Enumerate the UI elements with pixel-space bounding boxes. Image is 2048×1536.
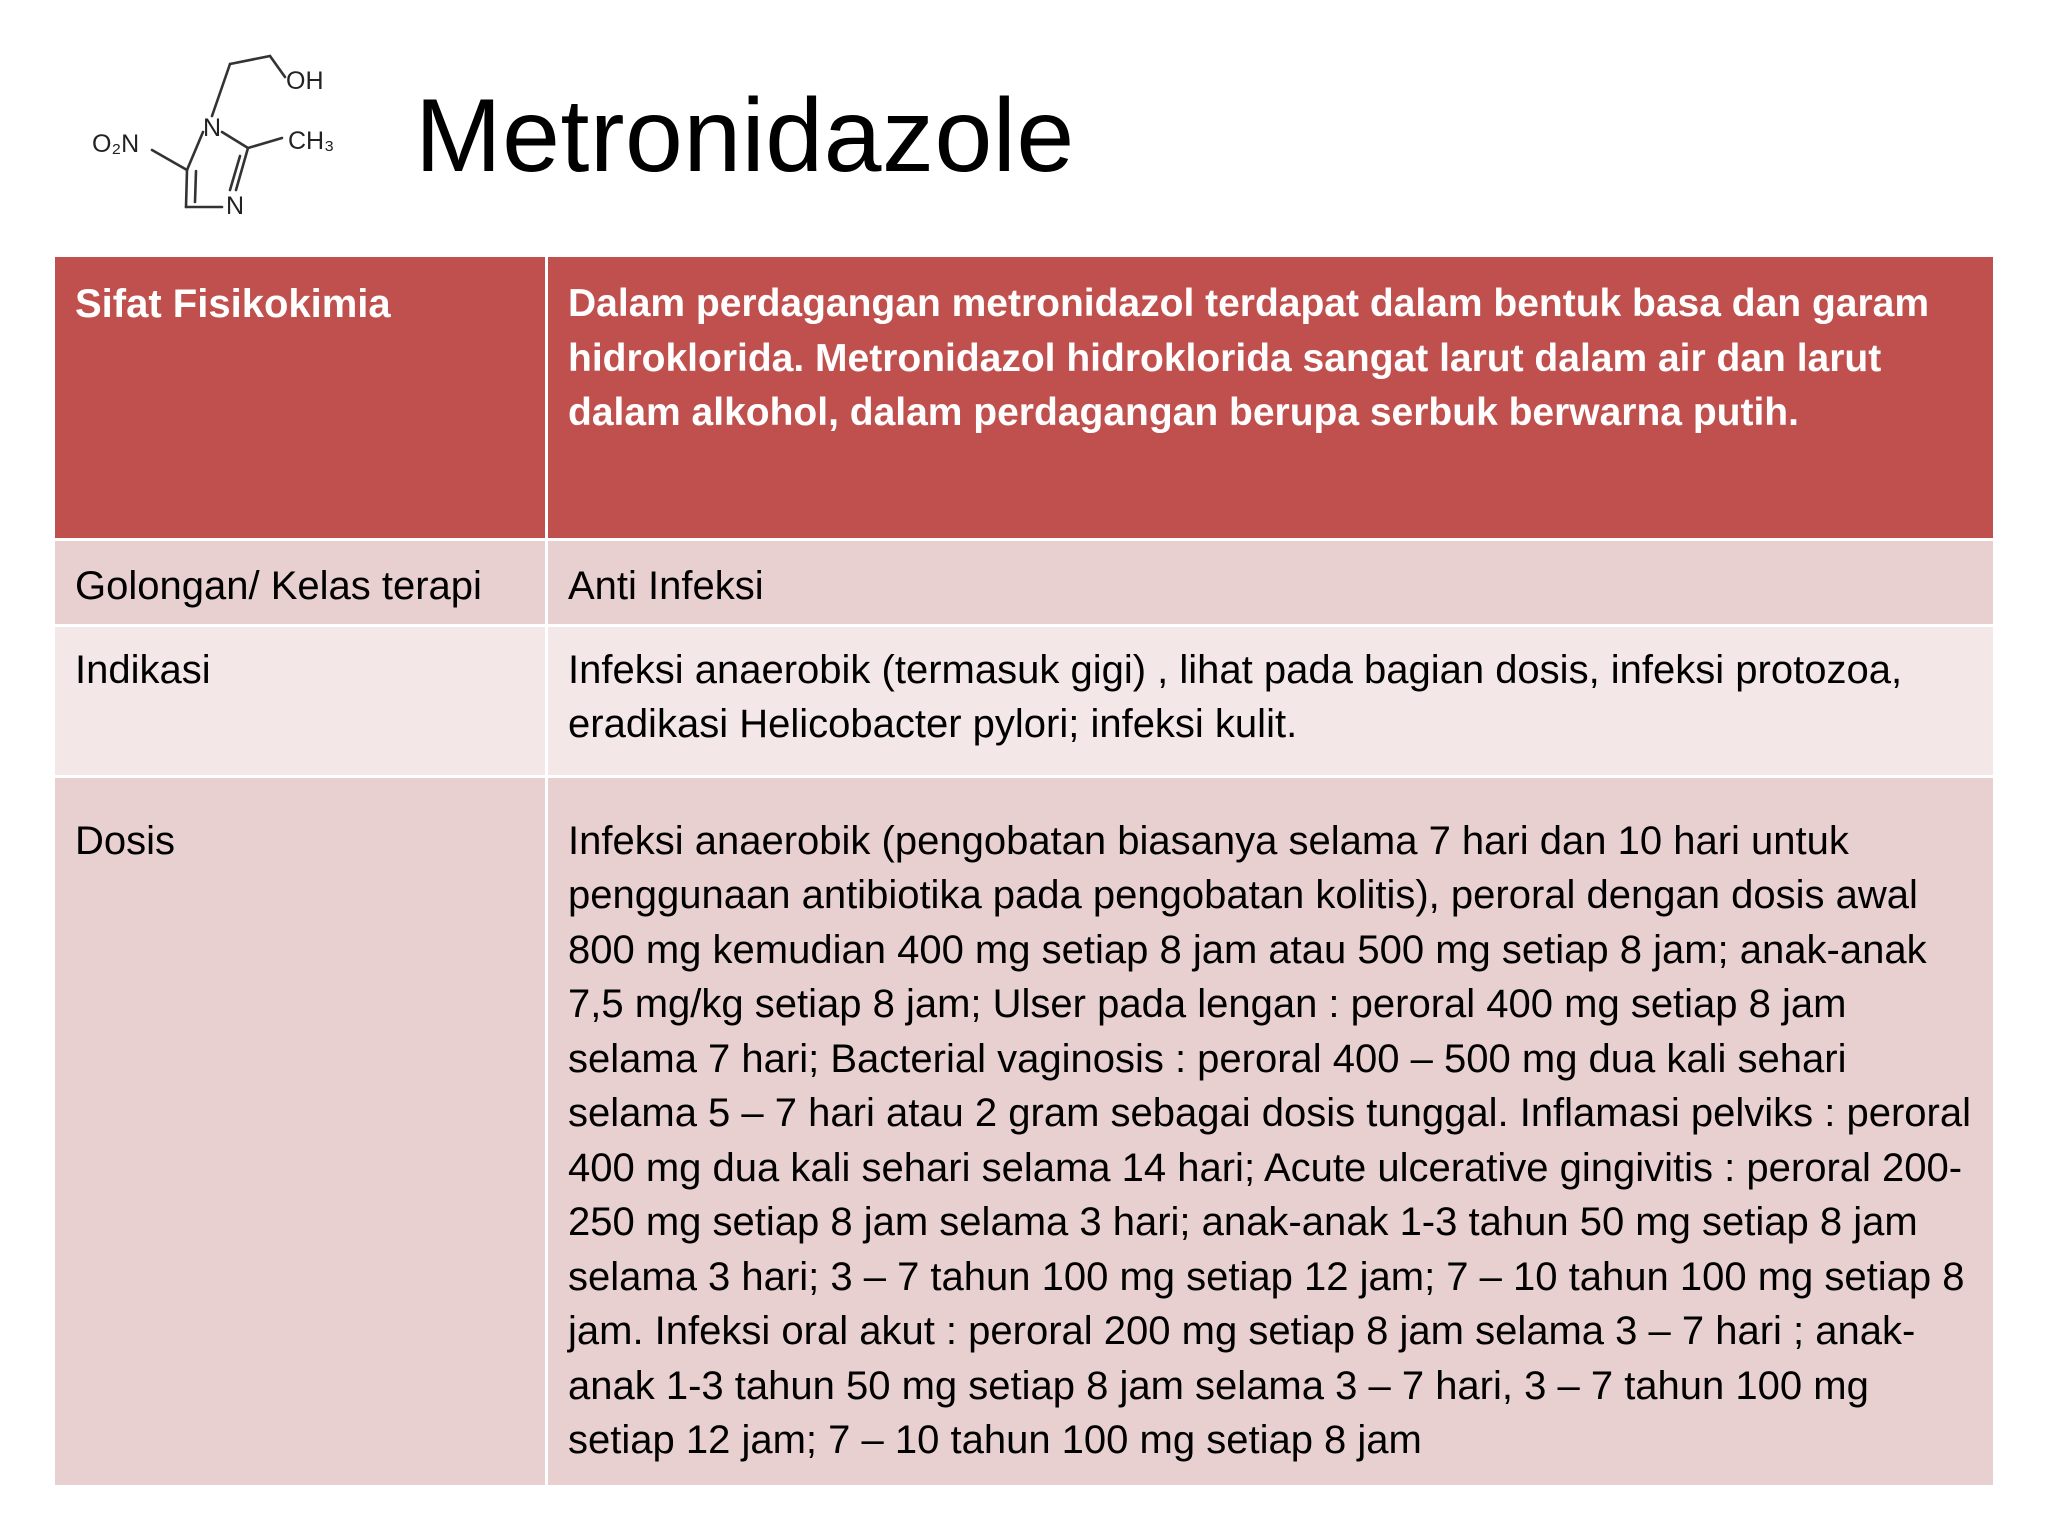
golongan-value: Anti Infeksi — [547, 540, 1995, 626]
oh-label: OH — [286, 67, 324, 95]
table-row — [54, 625, 1995, 776]
table-row — [54, 776, 1995, 1486]
n1-label: N — [203, 114, 222, 142]
chemical-structure-image — [80, 44, 370, 224]
no2-label: O₂N — [92, 130, 140, 158]
sifat-fisikokimia-label: Sifat Fisikokimia — [54, 256, 547, 540]
ch3-label: CH₃ — [288, 127, 335, 155]
table-header-row — [54, 256, 1995, 540]
golongan-label: Golongan/ Kelas terapi — [54, 540, 547, 626]
sifat-fisikokimia-value: Dalam perdagangan metronidazol terdapat dalam bentuk basa dan garam hidroklorida. Metronidazol hidroklorida sangat larut dalam air dan larut dalam alkohol, dalam perdagangan berupa serbuk berwarna putih. — [547, 256, 1995, 540]
dosis-value: Infeksi anaerobik (pengobatan biasanya selama 7 hari dan 10 hari untuk penggunaan antibiotika pada pengobatan kolitis), peroral dengan dosis awal 800 mg kemudian 400 mg setiap 8 jam atau 500 mg setiap 8 jam; anak-anak 7,5 mg/kg setiap 8 jam; Ulser pada lengan : peroral 400 mg setiap 8 jam selama 7 hari; Bacterial vaginosis : peroral 400 – 500 mg dua kali sehari selama 5 – 7 hari atau 2 gram sebagai dosis tunggal. Inflamasi pelviks : peroral 400 mg dua kali sehari selama 14 hari; Acute ulcerative gingivitis : peroral 200-250 mg setiap 8 jam selama 3 hari; anak-anak 1-3 tahun 50 mg setiap 8 jam selama 3 hari; 3 – 7 tahun 100 mg setiap 12 jam; 7 – 10 tahun 100 mg setiap 8 jam. Infeksi oral akut : peroral 200 mg setiap 8 jam selama 3 – 7 hari ; anak-anak 1-3 tahun 50 mg setiap 8 jam selama 3 – 7 hari, 3 – 7 tahun 100 mg setiap 12 jam; 7 – 10 tahun 100 mg setiap 8 jam — [547, 776, 1995, 1486]
table-row — [54, 540, 1995, 626]
indikasi-label: Indikasi — [54, 625, 547, 776]
indikasi-value: Infeksi anaerobik (termasuk gigi) , lihat pada bagian dosis, infeksi protozoa, eradikasi Helicobacter pylori; infeksi kulit. — [547, 625, 1995, 776]
slide-title: Metronidazole — [415, 78, 1075, 194]
n3-label: N — [226, 192, 245, 220]
drug-info-table — [52, 254, 1996, 1488]
dosis-label: Dosis — [54, 776, 547, 1486]
